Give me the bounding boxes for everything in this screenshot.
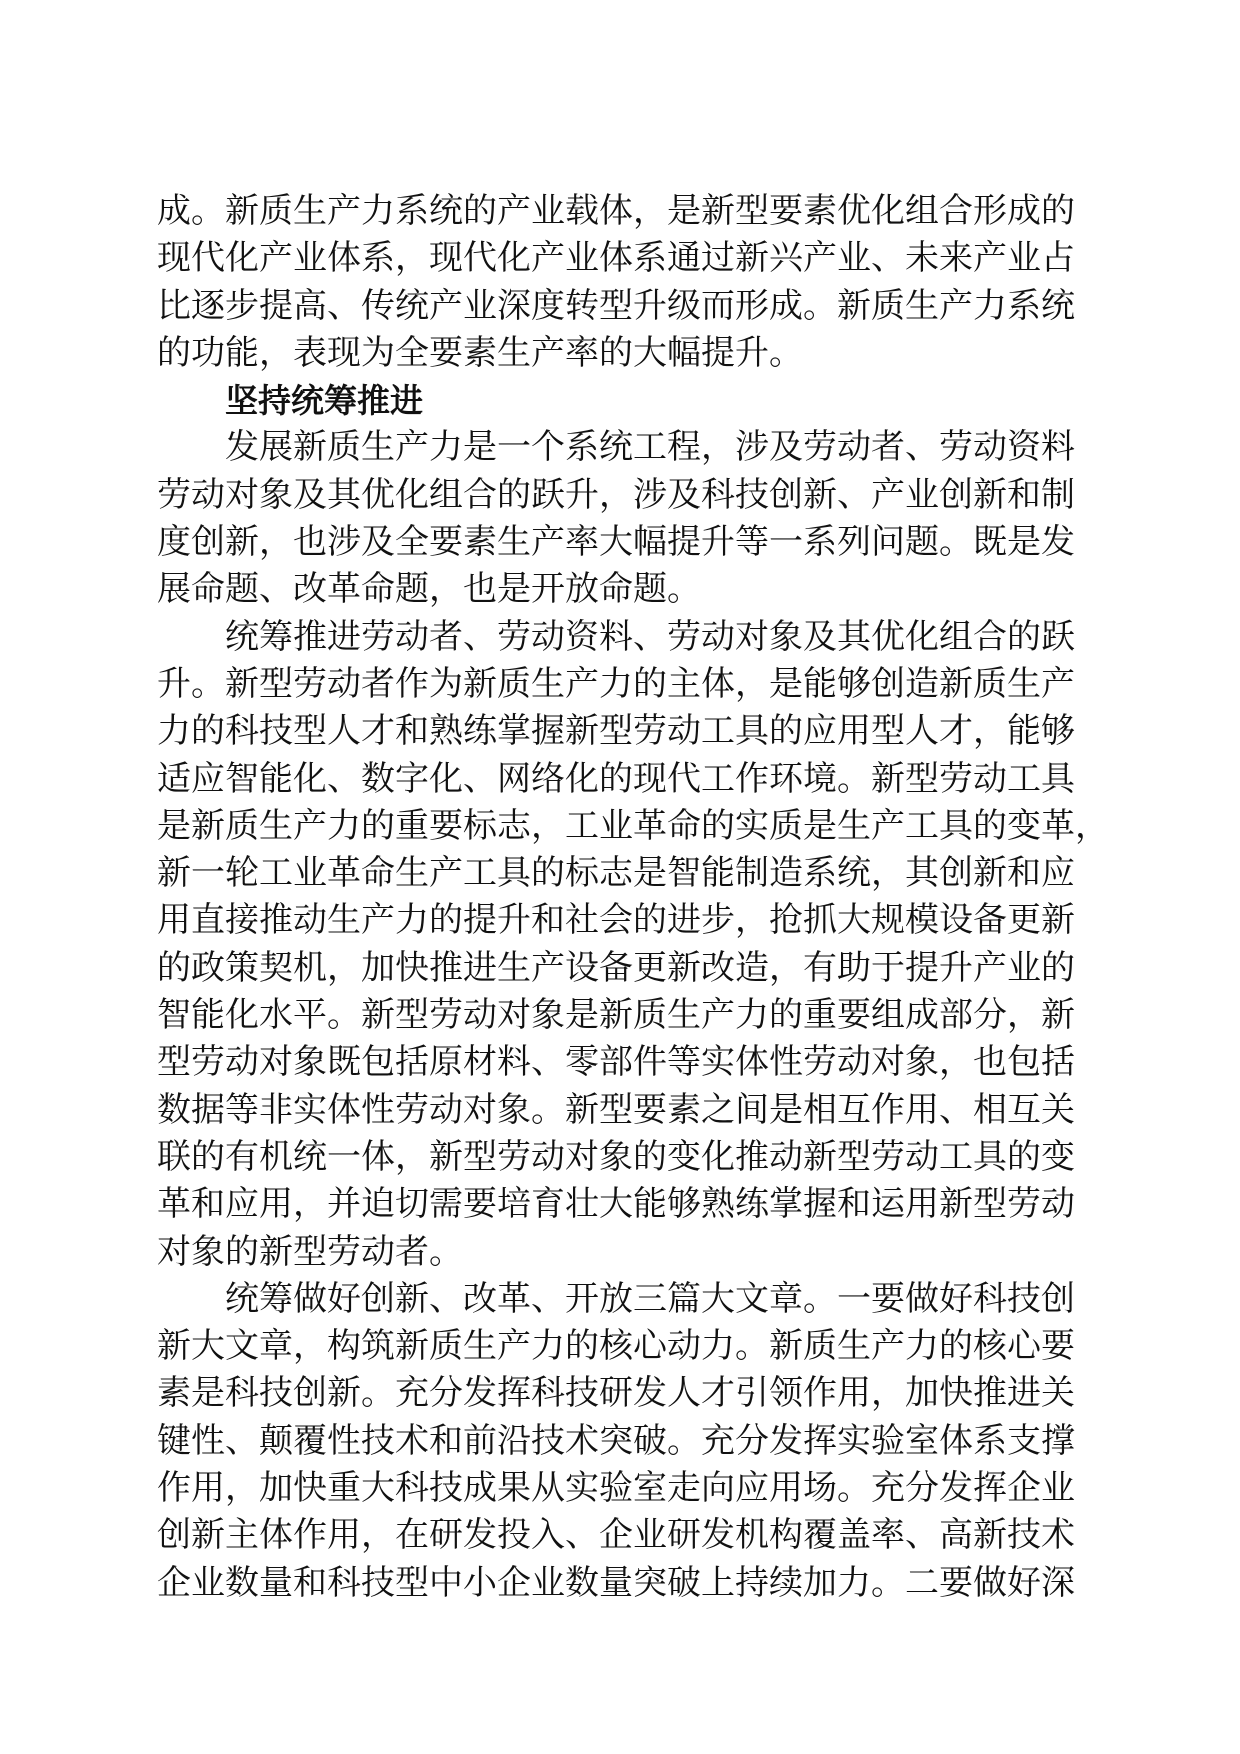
paragraph-line: 智能化水平。新型劳动对象是新质生产力的重要组成部分，新 (157, 995, 1075, 1036)
paragraph-line: 新一轮工业革命生产工具的标志是智能制造系统，其创新和应 (157, 853, 1075, 894)
paragraph-line: 升。新型劳动者作为新质生产力的主体，是能够创造新质生产 (157, 663, 1075, 704)
paragraph-line: 型劳动对象既包括原材料、零部件等实体性劳动对象，也包括 (157, 1042, 1075, 1083)
paragraph-line: 比逐步提高、传统产业深度转型升级而形成。新质生产力系统 (157, 285, 1075, 326)
paragraph-line: 的政策契机，加快推进生产设备更新改造，有助于提升产业的 (157, 947, 1075, 988)
paragraph-line: 适应智能化、数字化、网络化的现代工作环境。新型劳动工具 (157, 758, 1075, 799)
paragraph-line: 劳动对象及其优化组合的跃升，涉及科技创新、产业创新和制 (157, 474, 1075, 515)
paragraph-line: 是新质生产力的重要标志，工业革命的实质是生产工具的变革， (157, 805, 1109, 846)
paragraph (157, 424, 1075, 613)
paragraph-line: 数据等非实体性劳动对象。新型要素之间是相互作用、相互关 (157, 1089, 1075, 1130)
paragraph-line: 素是科技创新。充分发挥科技研发人才引领作用，加快推进关 (157, 1373, 1075, 1414)
paragraph-line: 对象的新型劳动者。 (157, 1231, 463, 1272)
paragraph-line: 企业数量和科技型中小企业数量突破上持续加力。二要做好深 (157, 1562, 1075, 1603)
paragraph-line: 成。新质生产力系统的产业载体，是新型要素优化组合形成的 (157, 191, 1075, 231)
section-heading: 坚持统筹推进 (225, 381, 423, 421)
paragraph-line: 作用，加快重大科技成果从实验室走向应用场。充分发挥企业 (157, 1468, 1075, 1509)
section-heading-block (157, 377, 1071, 424)
paragraph-line: 键性、颠覆性技术和前沿技术突破。充分发挥实验室体系支撑 (157, 1420, 1075, 1461)
paragraph (157, 614, 1109, 1276)
article-body (157, 188, 1109, 1607)
paragraph-line: 创新主体作用，在研发投入、企业研发机构覆盖率、高新技术 (157, 1515, 1075, 1556)
paragraph-line: 革和应用，并迫切需要培育壮大能够熟练掌握和运用新型劳动 (157, 1184, 1075, 1225)
paragraph-line: 现代化产业体系，现代化产业体系通过新兴产业、未来产业占 (157, 238, 1075, 279)
paragraph-line: 联的有机统一体，新型劳动对象的变化推动新型劳动工具的变 (157, 1136, 1075, 1177)
paragraph-line: 度创新，也涉及全要素生产率大幅提升等一系列问题。既是发 (157, 522, 1075, 563)
paragraph-line: 用直接推动生产力的提升和社会的进步，抢抓大规模设备更新 (157, 900, 1075, 941)
paragraph-line: 力的科技型人才和熟练掌握新型劳动工具的应用型人才，能够 (157, 711, 1075, 752)
paragraph-line: 统筹推进劳动者、劳动资料、劳动对象及其优化组合的跃 (225, 616, 1075, 657)
paragraph-line: 发展新质生产力是一个系统工程，涉及劳动者、劳动资料 (225, 427, 1075, 468)
paragraph-line: 展命题、改革命题，也是开放命题。 (157, 569, 701, 610)
paragraph (157, 188, 1075, 377)
paragraph-line: 的功能，表现为全要素生产率的大幅提升。 (157, 332, 803, 373)
paragraph-line: 新大文章，构筑新质生产力的核心动力。新质生产力的核心要 (157, 1326, 1075, 1367)
paragraph (157, 1276, 1075, 1607)
paragraph-line: 统筹做好创新、改革、开放三篇大文章。一要做好科技创 (225, 1278, 1075, 1319)
